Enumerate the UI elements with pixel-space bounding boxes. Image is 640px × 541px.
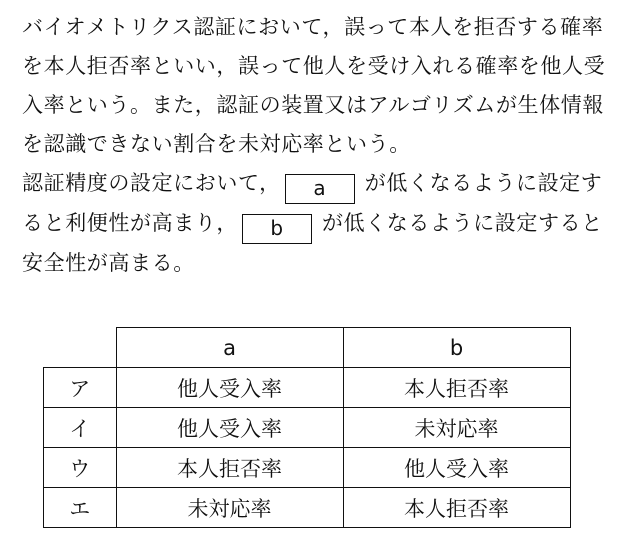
option-value-a: 他人受入率: [116, 408, 343, 448]
option-value-a: 未対応率: [116, 488, 343, 528]
option-label[interactable]: エ: [44, 488, 117, 528]
question-text: [22, 8, 622, 283]
option-value-b: 未対応率: [343, 408, 570, 448]
option-label[interactable]: ウ: [44, 448, 117, 488]
blank-a-box: a: [285, 174, 355, 204]
option-value-b: 本人拒否率: [343, 368, 570, 408]
table-header-row: [44, 328, 571, 368]
option-value-b: 他人受入率: [343, 448, 570, 488]
option-label[interactable]: ア: [44, 368, 117, 408]
column-header-b: b: [343, 328, 570, 368]
table-row[interactable]: [44, 408, 571, 448]
paragraph-2-part-2: が低くなるように設定すると利便性が高まり，: [22, 171, 603, 235]
answer-options-table: [43, 327, 571, 528]
option-value-a: 他人受入率: [116, 368, 343, 408]
paragraph-2-part-3: が低くなるように設定すると安全性が高まる。: [22, 211, 603, 275]
option-label[interactable]: イ: [44, 408, 117, 448]
paragraph-2-part-1: 認証精度の設定において，: [22, 171, 281, 195]
option-value-a: 本人拒否率: [116, 448, 343, 488]
table-row[interactable]: [44, 448, 571, 488]
blank-b-box: b: [242, 214, 312, 244]
question-paragraph-1: バイオメトリクス認証において，誤って本人を拒否する確率を本人拒否率といい，誤って他人を受け入れる確率を他人受入率という。また，認証の装置又はアルゴリズムが生体情報を認識できない割合を未対応率という。: [22, 15, 606, 156]
table-row[interactable]: [44, 488, 571, 528]
column-header-a: a: [116, 328, 343, 368]
question-paragraph-2: [22, 164, 622, 283]
table-row[interactable]: [44, 368, 571, 408]
option-value-b: 本人拒否率: [343, 488, 570, 528]
table-corner-cell: [44, 328, 117, 368]
